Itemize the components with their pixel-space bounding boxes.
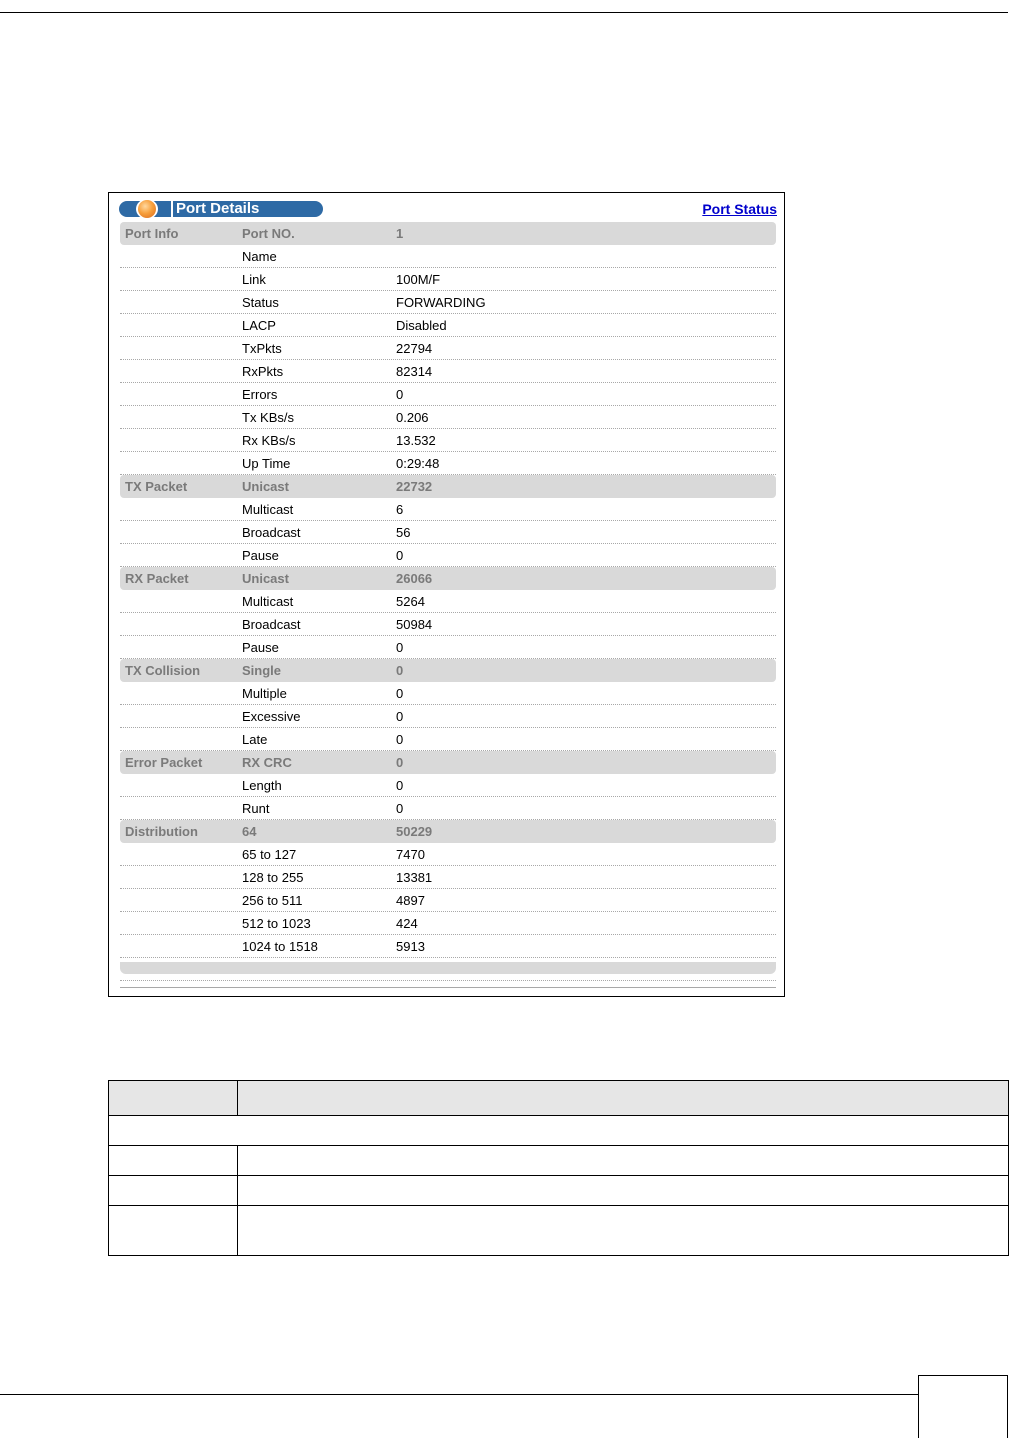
field-value: 0	[396, 755, 404, 770]
field-label: Excessive	[242, 709, 301, 724]
table-row	[120, 613, 776, 636]
table-row	[109, 1146, 1009, 1176]
table-row	[120, 245, 776, 268]
table-row	[120, 866, 776, 889]
field-value: 0	[396, 732, 404, 747]
field-label: Errors	[242, 387, 278, 402]
header-rule	[0, 12, 1008, 13]
field-label: Length	[242, 778, 282, 793]
field-value: 22732	[396, 479, 433, 494]
group-label: Error Packet	[125, 755, 203, 770]
field-value: 56	[396, 525, 411, 540]
field-value: 26066	[396, 571, 433, 586]
group-header-row	[120, 751, 776, 774]
group-header-row	[120, 567, 776, 590]
page-number-box	[918, 1375, 1008, 1438]
table-row	[120, 843, 776, 866]
port-status-link[interactable]: Port Status	[702, 201, 777, 217]
field-value: FORWARDING	[396, 295, 486, 310]
field-value: 0	[396, 801, 404, 816]
field-value: 100M/F	[396, 272, 441, 287]
field-value: 6	[396, 502, 404, 517]
table-row	[120, 291, 776, 314]
field-value: 0	[396, 387, 404, 402]
table-header-description	[238, 1081, 1009, 1116]
port-details-table	[120, 222, 776, 981]
table-row	[109, 1206, 1009, 1256]
table-cell	[109, 1146, 238, 1176]
field-label: Pause	[242, 640, 279, 655]
table-row	[120, 636, 776, 659]
field-value: 4897	[396, 893, 425, 908]
field-label: TxPkts	[242, 341, 282, 356]
table-row	[120, 705, 776, 728]
table-row	[120, 498, 776, 521]
table-header-row	[109, 1081, 1009, 1116]
field-label: Broadcast	[242, 617, 301, 632]
field-value: 22794	[396, 341, 433, 356]
field-label: Late	[242, 732, 268, 747]
field-value: 13.532	[396, 433, 436, 448]
field-value: 50984	[396, 617, 433, 632]
table-row	[120, 797, 776, 820]
field-value: 0	[396, 778, 404, 793]
table-row	[120, 452, 776, 475]
table-cell	[109, 1116, 1009, 1146]
field-label: 64	[242, 824, 257, 839]
field-label: Multicast	[242, 502, 294, 517]
field-value: 1	[396, 226, 404, 241]
group-header-row	[120, 659, 776, 682]
field-label: Pause	[242, 548, 279, 563]
panel-bottom-divider	[120, 987, 776, 988]
table-row	[120, 590, 776, 613]
field-label: Unicast	[242, 571, 289, 586]
field-label: LACP	[242, 318, 276, 333]
field-label: Port NO.	[242, 226, 295, 241]
field-value: 5264	[396, 594, 425, 609]
group-label: RX Packet	[125, 571, 189, 586]
field-value: 13381	[396, 870, 433, 885]
group-label: Port Info	[125, 226, 179, 241]
table-row	[109, 1176, 1009, 1206]
field-label: RX CRC	[242, 755, 292, 770]
field-value: 0	[396, 709, 404, 724]
field-label: 128 to 255	[242, 870, 304, 885]
table-row	[109, 1116, 1009, 1146]
group-header-row	[120, 820, 776, 843]
panel-footer	[120, 962, 776, 974]
field-label: Name	[242, 249, 277, 264]
table-row	[120, 314, 776, 337]
panel-title-bar	[119, 201, 323, 217]
field-label: Multiple	[242, 686, 287, 701]
table-cell	[238, 1176, 1009, 1206]
group-label: TX Packet	[125, 479, 188, 494]
field-value: 50229	[396, 824, 433, 839]
description-table	[108, 1080, 1009, 1256]
table-row	[120, 544, 776, 567]
field-label: Runt	[242, 801, 270, 816]
group-header-row	[120, 222, 776, 245]
group-label: Distribution	[125, 824, 198, 839]
field-value: 0:29:48	[396, 456, 440, 471]
orb-icon	[136, 199, 158, 219]
table-row	[120, 429, 776, 452]
field-label: 512 to 1023	[242, 916, 311, 931]
table-row	[120, 935, 776, 958]
table-row	[120, 337, 776, 360]
field-label: Up Time	[242, 456, 291, 471]
table-row	[120, 268, 776, 291]
field-label: Broadcast	[242, 525, 301, 540]
field-value: 0	[396, 548, 404, 563]
field-label: 256 to 511	[242, 893, 303, 908]
table-cell	[238, 1146, 1009, 1176]
field-label: Rx KBs/s	[242, 433, 296, 448]
field-label: Multicast	[242, 594, 294, 609]
field-value: 424	[396, 916, 418, 931]
table-cell	[109, 1206, 238, 1256]
group-label: TX Collision	[125, 663, 201, 678]
port-details-panel	[108, 192, 785, 997]
field-value: 5913	[396, 939, 425, 954]
field-label: RxPkts	[242, 364, 284, 379]
field-value: 0	[396, 663, 404, 678]
table-cell	[109, 1176, 238, 1206]
field-value: 7470	[396, 847, 425, 862]
table-row	[120, 889, 776, 912]
table-row	[120, 360, 776, 383]
table-row	[120, 912, 776, 935]
table-row	[120, 521, 776, 544]
panel-title: Port Details	[171, 200, 259, 218]
field-label: Unicast	[242, 479, 289, 494]
field-value: 0.206	[396, 410, 429, 425]
table-header-label	[109, 1081, 238, 1116]
table-row	[120, 682, 776, 705]
table-row	[120, 383, 776, 406]
field-value: 82314	[396, 364, 433, 379]
field-label: Status	[242, 295, 279, 310]
table-row	[120, 728, 776, 751]
field-label: 65 to 127	[242, 847, 297, 862]
table-cell	[238, 1206, 1009, 1256]
field-label: Link	[242, 272, 266, 287]
footer-rule	[0, 1394, 918, 1395]
field-label: 1024 to 1518	[242, 939, 318, 954]
field-label: Tx KBs/s	[242, 410, 295, 425]
table-row	[120, 406, 776, 429]
field-value: Disabled	[396, 318, 447, 333]
group-header-row	[120, 475, 776, 498]
field-value: 0	[396, 686, 404, 701]
field-label: Single	[242, 663, 282, 678]
field-value: 0	[396, 640, 404, 655]
table-row	[120, 774, 776, 797]
